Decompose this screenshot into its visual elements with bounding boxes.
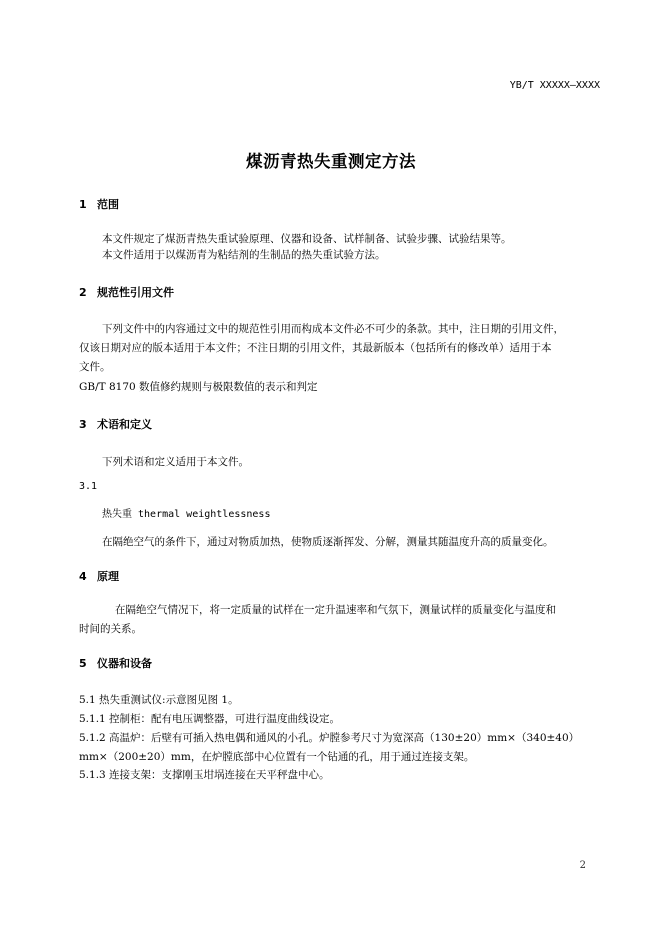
- term-entry: 热失重 thermal weightlessness: [102, 509, 271, 520]
- section-3-heading: [79, 416, 152, 432]
- clause-item: 5.1.1 控制柜：配有电压调整器，可进行温度曲线设定。: [79, 713, 341, 725]
- clause-item: 5.1 热失重测试仪:示意图见图 1。: [79, 694, 239, 706]
- section-title: 范围: [97, 198, 119, 211]
- clause-item: 5.1.2 高温炉：后壁有可插入热电偶和通风的小孔。炉膛参考尺寸为宽深高（130±20）mm×（340±40）: [79, 732, 580, 744]
- section-5-heading: [79, 655, 152, 671]
- section-number: 3: [79, 418, 87, 431]
- normative-reference: GB/T 8170 数值修约规则与极限数值的表示和判定: [79, 381, 318, 393]
- section-number: 4: [79, 570, 87, 583]
- clause-item: mm×（200±20）mm，在炉膛底部中心位置有一个钻通的孔，用于通过连接支架。: [79, 751, 475, 763]
- section-title: 规范性引用文件: [97, 286, 174, 299]
- paragraph-line: 下列文件中的内容通过文中的规范性引用而构成本文件必不可少的条款。其中，注日期的引用文件，: [102, 323, 564, 335]
- section-title: 术语和定义: [97, 418, 152, 431]
- paragraph-line: 时间的关系。: [79, 623, 142, 635]
- paragraph: 本文件适用于以煤沥青为粘结剂的生制品的热失重试验方法。: [102, 249, 386, 261]
- section-number: 5: [79, 657, 87, 670]
- clause-number: 3.1: [79, 481, 98, 492]
- page-number: 2: [579, 860, 586, 871]
- document-code: YB/T XXXXX—XXXX: [509, 80, 600, 91]
- document-title: 煤沥青热失重测定方法: [246, 152, 416, 171]
- section-2-heading: [79, 284, 174, 300]
- paragraph: 本文件规定了煤沥青热失重试验原理、仪器和设备、试样制备、试验步骤、试验结果等。: [102, 233, 512, 245]
- paragraph-line: 在隔绝空气情况下，将一定质量的试样在一定升温速率和气氛下，测量试样的质量变化与温度和: [115, 604, 556, 616]
- paragraph-line: 仅该日期对应的版本适用于本文件；不注日期的引用文件，其最新版本（包括所有的修改单）适用于本: [79, 342, 552, 354]
- paragraph: 下列术语和定义适用于本文件。: [102, 456, 249, 468]
- section-4-heading: [79, 568, 119, 584]
- clause-item: 5.1.3 连接支架：支撑刚玉坩埚连接在天平秤盘中心。: [79, 769, 330, 781]
- section-title: 仪器和设备: [97, 657, 152, 670]
- section-number: 1: [79, 198, 87, 211]
- term-definition: 在隔绝空气的条件下，通过对物质加热，使物质逐渐挥发、分解，测量其随温度升高的质量变化。: [102, 536, 554, 548]
- section-number: 2: [79, 286, 87, 299]
- section-title: 原理: [97, 570, 119, 583]
- paragraph-line: 文件。: [79, 361, 111, 373]
- section-1-heading: [79, 196, 119, 212]
